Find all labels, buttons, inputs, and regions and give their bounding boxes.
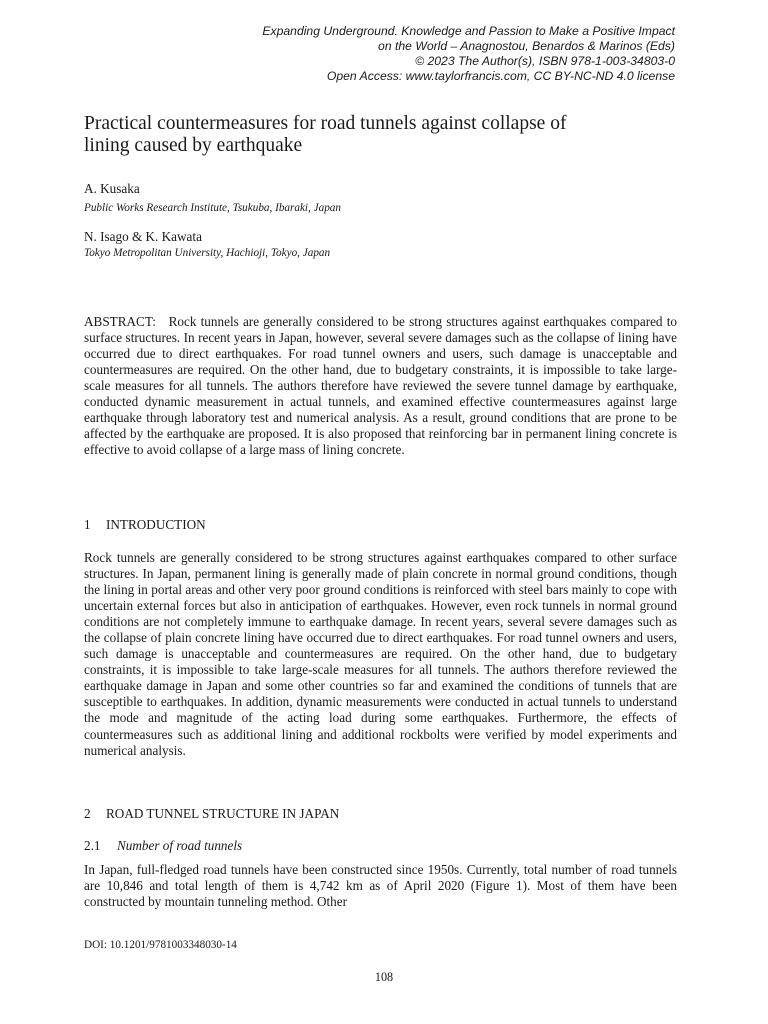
paper-title [84, 113, 684, 157]
section-title: INTRODUCTION [106, 517, 206, 532]
subsection-heading [84, 838, 242, 854]
section-number: 2 [84, 806, 91, 821]
header-line: Open Access: www.taylorfrancis.com, CC BY-NC-ND 4.0 license [326, 69, 675, 83]
abstract [84, 314, 677, 458]
header-line: on the World – Anagnostou, Benardos & Marinos (Eds) [378, 39, 675, 53]
body-paragraph: In Japan, full-fledged road tunnels have been constructed since 1950s. Currently, total number of road tunnels are 10,846 and total length of them is 4,742 km as of April 2020 (Figure 1). Most of them have been constructed by mountain tunneling method. Other [84, 862, 677, 910]
section-heading [84, 517, 206, 533]
body-paragraph: Rock tunnels are generally considered to be strong structures against earthquakes compared to other surface structures. In Japan, permanent lining is generally made of plain concrete in normal ground conditions, though the lining in portal areas and other very poor ground conditions is reinforced with steel bars mainly to cope with uncertain external forces but also in anticipation of earthquakes. However, even rock tunnels in normal ground conditions are not completely immune to earthquake damage. In recent years, several severe damages such as the collapse of plain concrete lining have occurred due to direct earthquakes. For road tunnel owners and users, such damage is unacceptable and countermeasures are required. On the other hand, due to budgetary constraints, it is impossible to take large-scale measures for all tunnels. The authors therefore reviewed the earthquake damage in Japan and some other countries so far and examined the conditions of tunnels that are susceptible to earthquakes. In addition, dynamic measurements were conducted in actual tunnels to understand the mode and magnitude of the acting load during some earthquakes. Furthermore, the effects of countermeasures such as additional lining and additional rockbolts were verified by model experiments and numerical analysis. [84, 550, 677, 758]
author-name: A. Kusaka [84, 181, 140, 196]
header-line: © 2023 The Author(s), ISBN 978-1-003-34803-0 [415, 54, 675, 68]
section-heading [84, 806, 339, 822]
title-line: Practical countermeasures for road tunnels against collapse of [84, 113, 567, 134]
page-number: 108 [374, 970, 394, 984]
doi: DOI: 10.1201/9781003348030-14 [84, 939, 237, 951]
author-affiliation: Tokyo Metropolitan University, Hachioji, Tokyo, Japan [84, 247, 331, 259]
subsection-title: Number of road tunnels [117, 838, 243, 853]
header-line: Expanding Underground. Knowledge and Passion to Make a Positive Impact [262, 24, 675, 38]
book-header [155, 24, 675, 84]
section-title: ROAD TUNNEL STRUCTURE IN JAPAN [106, 806, 340, 821]
abstract-label: ABSTRACT: [84, 314, 156, 329]
abstract-text: Rock tunnels are generally considered to be strong structures against earthquakes compared to surface structures. In recent years in Japan, however, several severe damages such as the collapse of lining have occurred due to direct earthquakes. For road tunnel owners and users, such damage is unacceptable and countermeasures are required. On the other hand, due to budgetary constraints, it is impossible to take large-scale measures for all tunnels. The authors therefore have reviewed the severe tunnel damage by earthquake, conducted dynamic measurement in actual tunnels, and examined effective countermeasures against large earthquake through laboratory test and numerical analysis. As a result, ground conditions that are prone to be affected by the earthquake are proposed. It is also proposed that reinforcing bar in permanent lining concrete is effective to avoid collapse of a large mass of lining concrete. [84, 314, 678, 458]
subsection-number: 2.1 [84, 838, 101, 853]
author-name: N. Isago & K. Kawata [84, 229, 202, 244]
author-affiliation: Public Works Research Institute, Tsukuba, Ibaraki, Japan [84, 202, 341, 214]
title-line: lining caused by earthquake [84, 135, 303, 156]
section-number: 1 [84, 517, 91, 532]
